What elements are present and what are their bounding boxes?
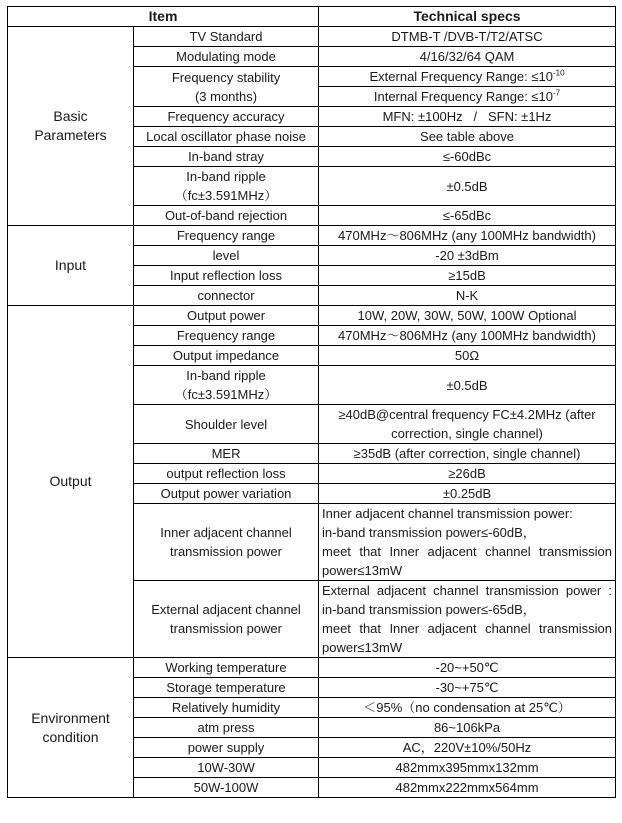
value-working-temperature: -20~+50℃ [319, 658, 616, 678]
value-output-frequency-range: 470MHz～806MHz (any 100MHz bandwidth) [319, 326, 616, 346]
category-label: condition [42, 728, 99, 745]
value-line: in-band transmission power≤-65dB， [322, 602, 536, 617]
value-tv-standard: DTMB-T /DVB-T/T2/ATSC [319, 27, 616, 47]
item-modulating-mode: Modulating mode [134, 47, 319, 67]
value-external-adjacent-channel [319, 581, 616, 658]
value-phase-noise: See table above [319, 127, 616, 147]
item-power-supply: power supply [134, 738, 319, 758]
value-text: Internal Frequency Range: ≤10 [373, 89, 554, 104]
value-output-power: 10W, 20W, 30W, 50W, 100W Optional [319, 306, 616, 326]
table-row [8, 27, 616, 47]
value-input-frequency-range: 470MHz～806MHz (any 100MHz bandwidth) [319, 226, 616, 246]
value-atm-press: 86~106kPa [319, 718, 616, 738]
value-line: correction, single channel) [391, 426, 543, 441]
table-row [8, 226, 616, 246]
value-line: meet that Inner adjacent channel transmission [322, 621, 613, 636]
item-mer: MER [134, 444, 319, 464]
value-inband-ripple: ±0.5dB [319, 167, 616, 206]
item-working-temperature: Working temperature [134, 658, 319, 678]
value-line: power≤13mW [322, 563, 403, 578]
table-header-row [8, 7, 616, 27]
value-oob-rejection: ≤-65dBc [319, 206, 616, 226]
header-technical-specs: Technical specs [319, 7, 616, 27]
value-size-50w-100w: 482mmx222mmx564mm [319, 778, 616, 798]
item-phase-noise: Local oscillator phase noise [134, 127, 319, 147]
exponent: -10 [552, 68, 565, 78]
value-inner-adjacent-channel [319, 504, 616, 581]
item-input-reflection-loss: Input reflection loss [134, 266, 319, 286]
value-external-frequency-range [319, 67, 616, 87]
item-external-adjacent-channel [134, 581, 319, 658]
table-row [8, 306, 616, 326]
value-line: External adjacent channel transmission power : [322, 583, 613, 598]
value-input-level: -20 ±3dBm [319, 246, 616, 266]
category-output: Output [8, 306, 134, 658]
value-output-reflection-loss: ≥26dB [319, 464, 616, 484]
item-input-level: level [134, 246, 319, 266]
item-atm-press: atm press [134, 718, 319, 738]
value-connector: N-K [319, 286, 616, 306]
item-line: （fc±3.591MHz） [174, 188, 278, 203]
value-humidity: ＜95%（no condensation at 25℃） [319, 698, 616, 718]
header-item: Item [8, 7, 319, 27]
value-line: power≤13mW [322, 640, 403, 655]
value-power-supply: AC，220V±10%/50Hz [319, 738, 616, 758]
item-output-reflection-loss: output reflection loss [134, 464, 319, 484]
value-internal-frequency-range [319, 87, 616, 107]
item-storage-temperature: Storage temperature [134, 678, 319, 698]
item-line: (3 months) [194, 88, 258, 104]
item-inband-ripple [134, 167, 319, 206]
value-output-inband-ripple: ±0.5dB [319, 366, 616, 405]
exponent: -7 [553, 88, 561, 98]
category-label: Environment [31, 709, 110, 726]
item-output-power: Output power [134, 306, 319, 326]
value-mer: ≥35dB (after correction, single channel) [319, 444, 616, 464]
item-input-frequency-range: Frequency range [134, 226, 319, 246]
item-frequency-accuracy: Frequency accuracy [134, 107, 319, 127]
item-frequency-stability [134, 67, 319, 107]
item-line: Inner adjacent channel [160, 525, 292, 540]
item-line: transmission power [170, 621, 282, 636]
value-line: in-band transmission power≤-60dB， [322, 525, 536, 540]
table-row [8, 658, 616, 678]
item-line: Frequency stability [171, 69, 281, 85]
value-frequency-accuracy: MFN: ±100Hz / SFN: ±1Hz [319, 107, 616, 127]
item-tv-standard: TV Standard [134, 27, 319, 47]
value-output-power-variation: ±0.25dB [319, 484, 616, 504]
item-humidity: Relatively humidity [134, 698, 319, 718]
category-label: Basic [53, 108, 88, 124]
item-inband-stray: In-band stray [134, 147, 319, 167]
item-oob-rejection: Out-of-band rejection [134, 206, 319, 226]
item-output-inband-ripple [134, 366, 319, 405]
value-inband-stray: ≤-60dBc [319, 147, 616, 167]
value-storage-temperature: -30~+75℃ [319, 678, 616, 698]
value-text: External Frequency Range: ≤10 [369, 69, 553, 84]
item-size-10w-30w: 10W-30W [134, 758, 319, 778]
item-line: transmission power [170, 544, 282, 559]
category-basic-parameters [8, 27, 134, 226]
item-output-frequency-range: Frequency range [134, 326, 319, 346]
category-environment-condition [8, 658, 134, 798]
item-line: In-band ripple [186, 169, 266, 184]
item-line: （fc±3.591MHz） [174, 387, 278, 402]
item-inner-adjacent-channel [134, 504, 319, 581]
item-output-impedance: Output impedance [134, 346, 319, 366]
item-line: In-band ripple [186, 368, 266, 383]
value-size-10w-30w: 482mmx395mmx132mm [319, 758, 616, 778]
item-line: External adjacent channel [151, 602, 301, 617]
technical-specs-table [7, 6, 616, 798]
item-connector: connector [134, 286, 319, 306]
value-input-reflection-loss: ≥15dB [319, 266, 616, 286]
value-line: Inner adjacent channel transmission power: [322, 506, 573, 521]
value-shoulder-level [319, 405, 616, 444]
value-line: ≥40dB@central frequency FC±4.2MHz (after [338, 407, 596, 422]
item-output-power-variation: Output power variation [134, 484, 319, 504]
item-shoulder-level: Shoulder level [134, 405, 319, 444]
value-output-impedance: 50Ω [319, 346, 616, 366]
value-line: meet that Inner adjacent channel transmission [322, 544, 613, 559]
item-size-50w-100w: 50W-100W [134, 778, 319, 798]
category-input: Input [8, 226, 134, 306]
value-modulating-mode: 4/16/32/64 QAM [319, 47, 616, 67]
category-label: Parameters [34, 127, 107, 143]
